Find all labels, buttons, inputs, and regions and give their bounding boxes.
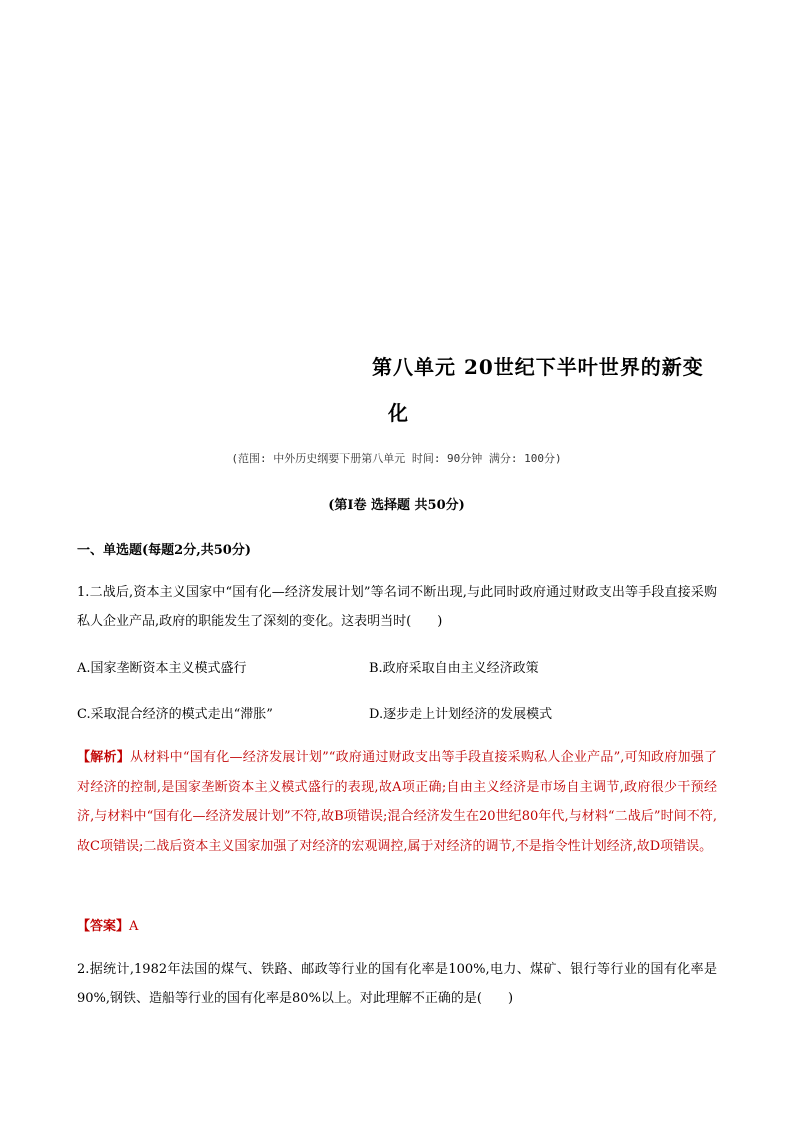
question-1-option-b: B.政府采取自由主义经济政策 [369, 661, 539, 676]
document-title: 第八单元 20世纪下半叶世界的新变 [372, 355, 704, 379]
question-1-option-d: D.逐步走上计划经济的发展模式 [369, 707, 553, 722]
part-heading: (第Ⅰ卷 选择题 共50分) [328, 498, 465, 513]
question-1-option-a: A.国家垄断资本主义模式盛行 [77, 661, 247, 676]
analysis-text: 从材料中“国有化—经济发展计划”“政府通过财政支出等手段直接采购私人企业产品”,可知政府加强了对经济的控制,是国家垄断资本主义模式盛行的表现,故A项正确;自由主义经济是市场自主调节,政府很少干预经济,与材料中“国有化—经济发展计划”不符,故B项错误;混合经济发生在20世纪80年代,与材料“二战后”时间不符,故C项错误;二战后资本主义国家加强了对经济的宏观调控,属于对经济的调节,不是指令性计划经济,故D项错误。 [77, 750, 717, 854]
document-title-continuation: 化 [388, 401, 408, 425]
question-1-option-c: C.采取混合经济的模式走出“滞胀” [77, 707, 273, 722]
question-2-stem: 2.据统计,1982年法国的煤气、铁路、邮政等行业的国有化率是100%,电力、煤矿、银行等行业的国有化率是90%,钢铁、造船等行业的国有化率是80%以上。对此理解不正确的是( ) [77, 962, 717, 1006]
exam-range-info: (范围: 中外历史纲要下册第八单元 时间: 90分钟 满分: 100分) [231, 452, 562, 465]
question-1-analysis [77, 743, 717, 861]
answer-label: 【答案】 [77, 919, 130, 934]
analysis-label: 【解析】 [77, 750, 130, 765]
answer-value: A [129, 919, 139, 934]
question-1-answer [77, 915, 138, 934]
question-1-stem: 1.二战后,资本主义国家中“国有化—经济发展计划”等名词不断出现,与此同时政府通过财政支出等手段直接采购私人企业产品,政府的职能发生了深刻的变化。这表明当时( ) [77, 585, 717, 629]
section-heading: 一、单选题(每题2分,共50分) [77, 543, 251, 558]
